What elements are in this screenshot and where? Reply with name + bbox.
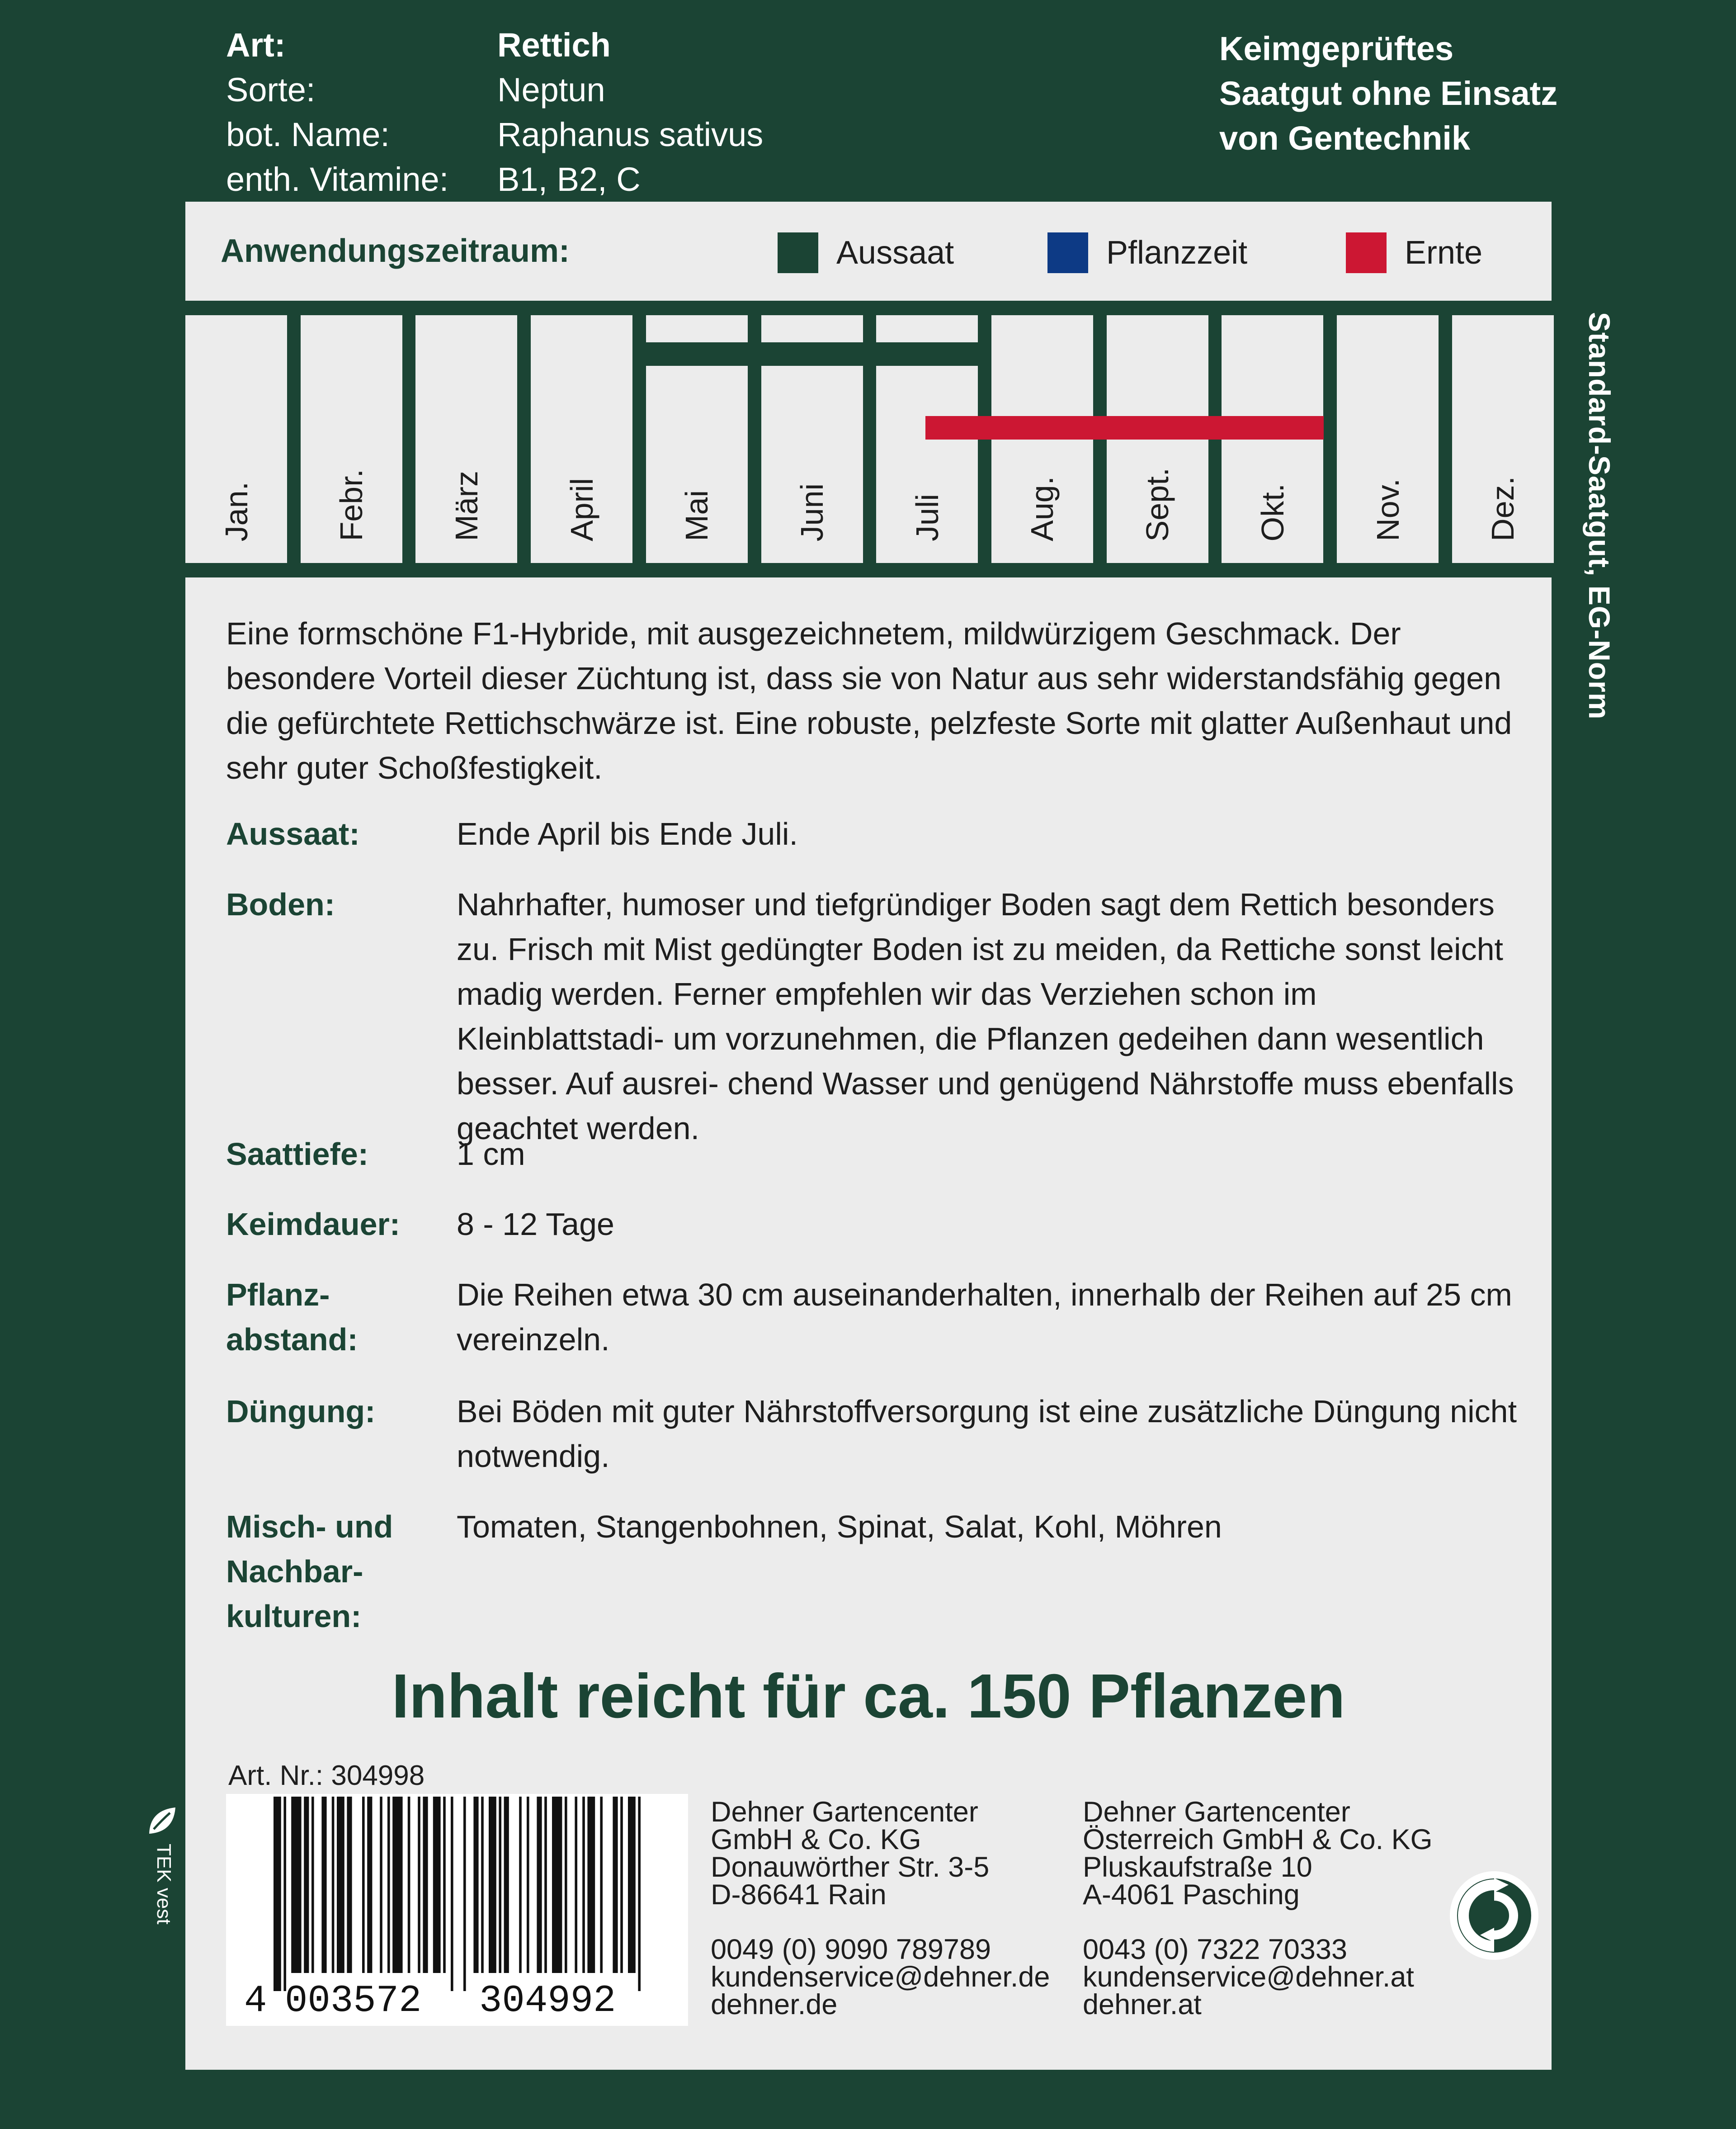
- spec-row-sorte: [226, 67, 763, 112]
- detail-keimdauer: [226, 1202, 1528, 1247]
- contents-note: Inhalt reicht für ca. 150 Pflanzen: [392, 1661, 1345, 1731]
- barcode-bar: [433, 1797, 441, 1973]
- spec-label: Art:: [226, 26, 286, 64]
- spec-label: enth. Vitamine:: [226, 161, 449, 198]
- spec-label: Sorte:: [226, 71, 316, 109]
- detail-label-line: abstand:: [226, 1322, 358, 1357]
- detail-mischkulturen: [226, 1504, 1528, 1639]
- spec-row-art: [226, 23, 763, 67]
- detail-saattiefe: [226, 1132, 1528, 1177]
- barcode-bar: [638, 1797, 641, 1991]
- legend-item-pflanzzeit: [1047, 232, 1247, 273]
- barcode-bar: [423, 1797, 428, 1973]
- barcode-bar: [544, 1797, 547, 1973]
- month-label: Juni: [794, 483, 830, 541]
- barcode-bar: [362, 1797, 365, 1973]
- barcode-bar: [519, 1797, 522, 1973]
- barcode-bar: [527, 1797, 529, 1973]
- calendar-legend: [185, 202, 1552, 301]
- tek-leaf-logo-icon: [144, 1802, 184, 1965]
- detail-label: Düngung:: [226, 1394, 376, 1429]
- detail-label: Saattiefe:: [226, 1136, 369, 1172]
- barcode-digits: 003572: [285, 1980, 422, 2023]
- month-label: Febr.: [334, 469, 369, 541]
- legend-swatch-harvest: [1346, 232, 1387, 273]
- detail-label-line: Pflanz-: [226, 1277, 330, 1312]
- barcode-bar: [283, 1797, 286, 1991]
- month-column: [415, 315, 517, 563]
- barcode-bars: [226, 1794, 688, 2026]
- month-label: Sept.: [1140, 467, 1175, 541]
- spec-value: Rettich: [497, 26, 611, 64]
- month-label: Aug.: [1024, 476, 1060, 541]
- green-dot-recycling-icon: [1448, 1869, 1541, 1962]
- sowing-calendar: [185, 315, 1552, 563]
- website: dehner.de: [711, 1989, 838, 2020]
- month-column: [185, 315, 287, 563]
- barcode-bar: [600, 1797, 603, 1973]
- detail-label-line: Nachbar-: [226, 1554, 363, 1589]
- barcode-bar: [552, 1797, 562, 1973]
- detail-duengung: [226, 1389, 1528, 1479]
- detail-pflanzabstand: [226, 1273, 1528, 1362]
- month-label: Mai: [679, 490, 715, 541]
- barcode-bar: [481, 1797, 484, 1973]
- barcode: [226, 1794, 688, 2026]
- barcode-bar: [587, 1797, 595, 1973]
- detail-label: Aussaat:: [226, 816, 360, 852]
- legend-item-aussaat: [778, 232, 954, 273]
- email-address: kundenservice@dehner.de: [711, 1961, 1050, 1993]
- barcode-bar: [337, 1797, 344, 1973]
- month-column: [531, 315, 632, 563]
- barcode-bar: [575, 1797, 577, 1973]
- detail-text: Bei Böden mit guter Nährstoffversorgung ist eine zusätzliche Düngung nicht notwendig.: [457, 1394, 1517, 1474]
- legend-label: Aussaat: [836, 235, 954, 271]
- phone-number: 0049 (0) 9090 789789: [711, 1934, 991, 1965]
- month-label: Jan.: [218, 481, 254, 541]
- detail-label-line: Misch- und: [226, 1509, 393, 1544]
- barcode-bar: [321, 1797, 326, 1973]
- barcode-digits: 4: [244, 1980, 267, 2023]
- month-label: April: [564, 478, 599, 541]
- address-line: Pluskaufstraße 10: [1083, 1851, 1312, 1883]
- legend-label: Ernte: [1405, 235, 1483, 271]
- legend-swatch-plant: [1047, 232, 1088, 273]
- barcode-bar: [311, 1797, 314, 1973]
- address-line: Dehner Gartencenter: [1083, 1796, 1350, 1828]
- month-column: [1337, 315, 1439, 563]
- barcode-bar: [304, 1797, 309, 1973]
- barcode-bar: [418, 1797, 420, 1973]
- period-bar-aussaat: [636, 342, 982, 366]
- barcode-bar: [582, 1797, 585, 1973]
- spec-row-vitamine: [226, 157, 763, 202]
- address-austria: [1083, 1798, 1433, 2019]
- barcode-bar: [451, 1797, 453, 1991]
- barcode-bar: [408, 1797, 410, 1973]
- barcode-bar: [347, 1797, 352, 1973]
- month-label: Okt.: [1255, 483, 1290, 541]
- detail-text: 1 cm: [457, 1136, 525, 1172]
- address-line: A-4061 Pasching: [1083, 1879, 1300, 1911]
- detail-label: Keimdauer:: [226, 1206, 401, 1242]
- spec-value: Neptun: [497, 71, 605, 109]
- detail-text: Tomaten, Stangenbohnen, Spinat, Salat, Kohl, Möhren: [457, 1509, 1222, 1544]
- barcode-bar: [620, 1797, 623, 1973]
- legend-label: Pflanzzeit: [1106, 235, 1248, 271]
- barcode-digits: 304992: [479, 1980, 616, 2023]
- spec-value: B1, B2, C: [497, 161, 641, 198]
- website: dehner.at: [1083, 1989, 1202, 2020]
- address-line: D-86641 Rain: [711, 1879, 887, 1911]
- barcode-bar: [499, 1797, 501, 1973]
- legend-title: Anwendungszeitraum:: [221, 233, 570, 269]
- barcode-bar: [387, 1797, 390, 1973]
- month-label: Juli: [909, 493, 945, 541]
- barcode-bar: [565, 1797, 567, 1973]
- detail-boden: [226, 882, 1528, 1151]
- month-column: [1452, 315, 1554, 563]
- barcode-bar: [332, 1797, 335, 1973]
- address-germany: [711, 1798, 1050, 2019]
- month-column: [301, 315, 402, 563]
- month-label: Nov.: [1370, 478, 1406, 541]
- period-bar-ernte: [925, 416, 1324, 440]
- barcode-bar: [628, 1797, 636, 1973]
- barcode-bar: [613, 1797, 618, 1973]
- standard-seed-side-text: Standard-Saatgut, EG-Norm: [1583, 312, 1616, 720]
- detail-aussaat: [226, 812, 1528, 856]
- barcode-bar: [392, 1797, 402, 1973]
- barcode-bar: [537, 1797, 542, 1973]
- article-number: Art. Nr.: 304998: [228, 1760, 425, 1791]
- spec-label: bot. Name:: [226, 116, 390, 153]
- info-panel: [185, 577, 1552, 2070]
- barcode-bar: [504, 1797, 509, 1973]
- address-line: Österreich GmbH & Co. KG: [1083, 1824, 1433, 1855]
- barcode-bar: [463, 1797, 466, 1991]
- month-label: März: [448, 471, 484, 541]
- month-label: Dez.: [1485, 476, 1521, 541]
- barcode-bar: [274, 1797, 281, 1991]
- barcode-bar: [380, 1797, 382, 1973]
- barcode-bar: [443, 1797, 446, 1973]
- certification-note: [1219, 26, 1557, 161]
- detail-label: [226, 1273, 457, 1362]
- detail-label: [226, 1504, 457, 1639]
- legend-swatch-sow: [778, 232, 818, 273]
- detail-text: Die Reihen etwa 30 cm auseinanderhalten, innerhalb der Reihen auf 25 cm vereinzeln.: [457, 1277, 1512, 1357]
- email-address: kundenservice@dehner.at: [1083, 1961, 1414, 1993]
- certification-line: Saatgut ohne Einsatz: [1219, 75, 1558, 112]
- barcode-bar: [367, 1797, 372, 1973]
- detail-label: Boden:: [226, 887, 335, 922]
- barcode-bar: [473, 1797, 478, 1973]
- detail-text: 8 - 12 Tage: [457, 1206, 614, 1242]
- tek-logo-text: TEK vest: [153, 1844, 175, 1925]
- barcode-bar: [291, 1797, 301, 1973]
- address-line: Donauwörther Str. 3-5: [711, 1851, 990, 1883]
- address-line: GmbH & Co. KG: [711, 1824, 921, 1855]
- spec-row-bot-name: [226, 112, 763, 157]
- detail-label-line: kulturen:: [226, 1599, 362, 1634]
- certification-line: von Gentechnik: [1219, 119, 1471, 157]
- phone-number: 0043 (0) 7322 70333: [1083, 1934, 1347, 1965]
- spec-value: Raphanus sativus: [497, 116, 764, 153]
- legend-item-ernte: [1346, 232, 1482, 273]
- barcode-bar: [489, 1797, 496, 1973]
- detail-text: Nahrhafter, humoser und tiefgründiger Boden sagt dem Rettich besonders zu. Frisch mit Mist gedüngter Boden ist zu meiden, da Rettiche sonst leicht madig werden. Ferner empfehlen wir das Verziehen schon im Kleinblattstadi- um vorzunehmen, die Pflanzen gedeihen dann wesentlich besser. Auf ausrei- chend Wasser und genügend Nährstoffe muss ebenfalls geachtet werden.: [457, 887, 1514, 1146]
- detail-text: Ende April bis Ende Juli.: [457, 816, 798, 852]
- address-line: Dehner Gartencenter: [711, 1796, 978, 1828]
- certification-line: Keimgeprüftes: [1219, 30, 1454, 67]
- product-specs: [226, 23, 763, 202]
- product-description: Eine formschöne F1-Hybride, mit ausgezeichnetem, mildwürzigem Geschmack. Der besondere Vorteil dieser Züchtung ist, dass sie von Natur aus sehr widerstandsfähig gegen die gefürchtete Rettichschwärze ist. Eine robuste, pelzfeste Sorte mit glatter Außenhaut und sehr guter Schoßfestigkeit.: [226, 616, 1512, 785]
